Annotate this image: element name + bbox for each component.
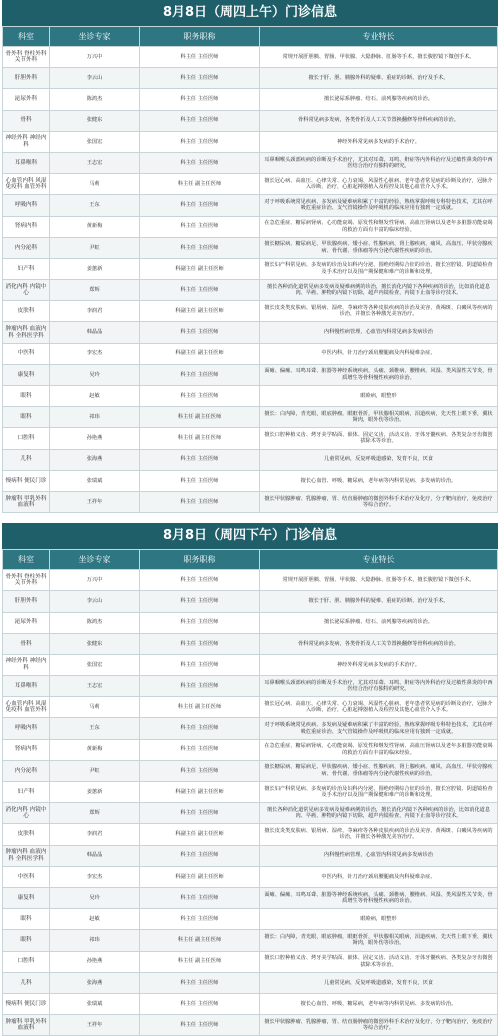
specialty-cell: 面瘫、偏瘫、耳鸣耳聋、脏器等神经系统疾病，头痛、颈椎病、腰椎病、风湿、类风湿性关节炎，骨质增生等骨科慢性疾病的诊治。 <box>260 364 498 385</box>
schedule-sheet <box>2 0 498 1036</box>
doctor-cell: 李云山 <box>50 591 140 612</box>
specialty-cell: 擅长糖尿病、糖尿病足、甲状腺疾病、矮小症、性腺疾病、肾上腺疾病、痛风、高血压、甲状旁腺疾病、骨代谢、垂体瘤等内分泌代谢性疾病的诊治。 <box>260 237 498 258</box>
doctor-cell: 马莉 <box>50 697 140 718</box>
header-spec: 专业特长 <box>260 550 498 570</box>
title-cell: 科主任 副主任医师 <box>140 930 260 951</box>
table-row <box>3 739 498 760</box>
dept-cell: 妇产科 <box>3 258 50 279</box>
title-cell: 科副主任 副主任医师 <box>140 343 260 364</box>
table-row <box>3 216 498 237</box>
specialty-cell: 擅长糖尿病、糖尿病足、甲状腺疾病、矮小症、性腺疾病、肾上腺疾病、痛风、高血压、甲状旁腺疾病、骨代谢、垂体瘤等内分泌代谢性疾病的诊治。 <box>260 760 498 781</box>
table-row <box>3 89 498 110</box>
doctor-cell: 姜蕙新 <box>50 782 140 803</box>
dept-cell: 口腔科 <box>3 951 50 972</box>
dept-cell: 耳鼻喉科 <box>3 152 50 173</box>
dept-cell: 眼科 <box>3 386 50 407</box>
header-doctor: 坐诊专家 <box>50 550 140 570</box>
table-row <box>3 993 498 1014</box>
dept-cell: 眼科 <box>3 407 50 428</box>
table-row <box>3 887 498 908</box>
table-row <box>3 697 498 718</box>
table-row <box>3 824 498 845</box>
table-row <box>3 301 498 322</box>
dept-cell: 骨外科 脊柱外科 关节外科 <box>3 570 50 591</box>
specialty-cell: 擅长冠心病、高血压、心律失常、心力衰竭、风湿性心脏病、老年患者常见病的诊断及治疗，冠脉介入诊断、治疗，心脏起搏器植入及程控及其他心血管介入手术。 <box>260 174 498 195</box>
table-row <box>3 47 498 68</box>
dept-cell: 呼吸内科 <box>3 195 50 216</box>
title-cell: 科主任 主任医师 <box>140 386 260 407</box>
table-row <box>3 152 498 173</box>
dept-cell: 康复科 <box>3 364 50 385</box>
specialty-cell: 擅长于肝、胆、胰腺外科的疑难、重症的诊断、治疗及手术。 <box>260 591 498 612</box>
specialty-cell: 擅长妇产科常见病、多发病的诊治及妇科内分泌、围绝经期综合征的诊治，擅长宫腔镜、阴道镜检查及手术治疗以及围产期保健和难产的诊断和处理。 <box>260 782 498 803</box>
afternoon-table-body <box>3 570 498 1036</box>
doctor-cell: 王志宏 <box>50 152 140 173</box>
dept-cell: 肾病内科 <box>3 739 50 760</box>
doctor-cell: 张国宏 <box>50 654 140 675</box>
doctor-cell: 李润君 <box>50 301 140 322</box>
table-row <box>3 909 498 930</box>
table-row <box>3 718 498 739</box>
dept-cell: 消化内科 内镜中心 <box>3 803 50 824</box>
specialty-cell: 擅长各种消化道常见病多发病及疑难病例的诊治，擅长消化内镜下各种疾病的诊治，比如消化道息肉、早癌、肿物的内镜下切除，超声内镜检查，内镜下止血等诊疗技术。 <box>260 280 498 301</box>
title-cell: 科主任 主任医师 <box>140 803 260 824</box>
doctor-cell: 李宏杰 <box>50 343 140 364</box>
table-row <box>3 110 498 131</box>
doctor-cell: 赵敏 <box>50 386 140 407</box>
title-cell: 科主任 主任医师 <box>140 612 260 633</box>
dept-cell: 神经外科 神经内科 <box>3 131 50 152</box>
morning-title: 8月8日（周四上午）门诊信息 <box>2 0 498 26</box>
title-cell: 科主任 主任医师 <box>140 718 260 739</box>
doctor-cell: 陈鸿杰 <box>50 612 140 633</box>
afternoon-title: 8月8日（周四下午）门诊信息 <box>2 523 498 549</box>
doctor-cell: 韩晶晶 <box>50 322 140 343</box>
table-row <box>3 258 498 279</box>
doctor-cell: 吴玲 <box>50 364 140 385</box>
dept-cell: 内分泌科 <box>3 760 50 781</box>
specialty-cell: 擅长泌尿系肿瘤、结石、前列腺等疾病的诊治。 <box>260 612 498 633</box>
doctor-cell: 黄新梅 <box>50 216 140 237</box>
dept-cell: 中医科 <box>3 343 50 364</box>
specialty-cell: 耳鼻咽喉头颈部疾病的诊断及手术治疗，尤其对耳聋、耳鸣、鼾症等内外科治疗及过敏性鼻炎的中西医结合治疗有独特的研究。 <box>260 676 498 697</box>
title-cell: 科主任 主任医师 <box>140 739 260 760</box>
table-row <box>3 322 498 343</box>
title-cell: 科主任 主任医师 <box>140 887 260 908</box>
doctor-cell: 姜蕙新 <box>50 258 140 279</box>
specialty-cell: 眼睑病，眼整形 <box>260 386 498 407</box>
dept-cell: 口腔科 <box>3 428 50 449</box>
table-row <box>3 1015 498 1036</box>
title-cell: 科主任 主任医师 <box>140 47 260 68</box>
table-row <box>3 131 498 152</box>
title-cell: 科主任 主任医师 <box>140 195 260 216</box>
table-row <box>3 633 498 654</box>
doctor-cell: 张瑞斌 <box>50 470 140 491</box>
table-row <box>3 364 498 385</box>
dept-cell: 眼科 <box>3 909 50 930</box>
title-cell: 科主任 主任医师 <box>140 633 260 654</box>
table-row <box>3 470 498 491</box>
specialty-cell: 内科慢性病管理，心血管内科常见病多发病诊治 <box>260 845 498 866</box>
specialty-cell: 骨科常见病多发病，各类骨折及人工关节置换翻修等骨科疾病的诊治。 <box>260 633 498 654</box>
table-row <box>3 195 498 216</box>
title-cell: 科主任 主任医师 <box>140 1015 260 1036</box>
doctor-cell: 陈鸿杰 <box>50 89 140 110</box>
dept-cell: 儿科 <box>3 449 50 470</box>
table-row <box>3 930 498 951</box>
dept-cell: 妇产科 <box>3 782 50 803</box>
doctor-cell: 祁玮 <box>50 407 140 428</box>
specialty-cell: 对于呼吸系统常见疾病、多发病及疑难病积累了丰富的经验，熟练掌握呼吸专科特色技术，尤其在呼吸危重症诊治、支气管镜操作及呼吸机的临床应用有独到一定成就。 <box>260 195 498 216</box>
dept-cell: 肿瘤内科 血液内科 全科医学科 <box>3 845 50 866</box>
doctor-cell: 尹虹 <box>50 237 140 258</box>
table-row <box>3 612 498 633</box>
dept-cell: 耳鼻喉科 <box>3 676 50 697</box>
header-dept: 科室 <box>3 27 50 47</box>
title-cell: 科主任 主任医师 <box>140 89 260 110</box>
afternoon-table <box>2 549 498 1036</box>
doctor-cell: 李润君 <box>50 824 140 845</box>
specialty-cell: 擅长心血管、呼吸、糖尿病，老年病等内科常见病、多发病的诊治。 <box>260 470 498 491</box>
doctor-cell: 王祥年 <box>50 1015 140 1036</box>
doctor-cell: 万兴中 <box>50 570 140 591</box>
title-cell: 科主任 主任医师 <box>140 449 260 470</box>
morning-header-row <box>3 27 498 47</box>
title-cell: 科主任 主任医师 <box>140 470 260 491</box>
specialty-cell: 中医内科，针刀治疗颈肩腰腿痛及内科疑难杂症。 <box>260 343 498 364</box>
morning-table <box>2 26 498 513</box>
title-cell: 科主任 主任医师 <box>140 110 260 131</box>
doctor-cell: 张健东 <box>50 110 140 131</box>
dept-cell: 慢病科 便民门诊 <box>3 993 50 1014</box>
title-cell: 科主任 主任医师 <box>140 993 260 1014</box>
table-row <box>3 68 498 89</box>
table-row <box>3 760 498 781</box>
table-row <box>3 951 498 972</box>
dept-cell: 儿科 <box>3 972 50 993</box>
specialty-cell: 擅长妇产科常见病、多发病的诊治及妇科内分泌、围绝经期综合征的诊治，擅长宫腔镜、阴道镜检查及手术治疗以及围产期保健和难产的诊断和处理。 <box>260 258 498 279</box>
doctor-cell: 赵敏 <box>50 909 140 930</box>
table-row <box>3 803 498 824</box>
title-cell: 科副主任 副主任医师 <box>140 782 260 803</box>
specialty-cell: 神经外科常见病多发病的手术治疗。 <box>260 654 498 675</box>
title-cell: 科主任 副主任医师 <box>140 174 260 195</box>
dept-cell: 神经外科 神经内科 <box>3 654 50 675</box>
table-row <box>3 428 498 449</box>
dept-cell: 心血管内科 风湿免疫科 血管外科 <box>3 697 50 718</box>
doctor-cell: 张海燕 <box>50 449 140 470</box>
table-row <box>3 343 498 364</box>
dept-cell: 骨外科 脊柱外科 关节外科 <box>3 47 50 68</box>
doctor-cell: 孙艳燕 <box>50 428 140 449</box>
specialty-cell: 擅长皮炎类皮肤病、银屑病、湿疹、荨麻疹等各种皮肤疾病的诊治及美容、黄褐斑、白癜风等疾病的诊治，并擅长各种激光美容治疗。 <box>260 301 498 322</box>
title-cell: 科主任 主任医师 <box>140 760 260 781</box>
specialty-cell: 擅长皮炎类皮肤病、银屑病、湿疹、荨麻疹等各种皮肤疾病的诊治及美容、黄褐斑、白癜风等疾病的诊治，并擅长各种激光美容治疗。 <box>260 824 498 845</box>
title-cell: 科主任 主任医师 <box>140 591 260 612</box>
table-row <box>3 782 498 803</box>
header-spec: 专业特长 <box>260 27 498 47</box>
dept-cell: 呼吸内科 <box>3 718 50 739</box>
doctor-cell: 王东 <box>50 195 140 216</box>
table-row <box>3 972 498 993</box>
table-row <box>3 591 498 612</box>
table-row <box>3 386 498 407</box>
morning-table-body <box>3 47 498 513</box>
specialty-cell: 擅长泌尿系肿瘤、结石、前列腺等疾病的诊治。 <box>260 89 498 110</box>
doctor-cell: 张健东 <box>50 633 140 654</box>
specialty-cell: 擅长：白内障，青光眼，眼底肿瘤，眼眶骨折，甲状腺相关眼病，泪道疾病，先天性上眼下垂，翼状胬肉，眼外伤等诊治。 <box>260 407 498 428</box>
title-cell: 科主任 主任医师 <box>140 364 260 385</box>
dept-cell: 内分泌科 <box>3 237 50 258</box>
doctor-cell: 郑辉 <box>50 803 140 824</box>
title-cell: 科主任 主任医师 <box>140 280 260 301</box>
doctor-cell: 祁玮 <box>50 930 140 951</box>
specialty-cell: 中医内科，针刀治疗颈肩腰腿痛及内科疑难杂症。 <box>260 866 498 887</box>
header-title: 职务职称 <box>140 27 260 47</box>
title-cell: 科主任 主任医师 <box>140 68 260 89</box>
dept-cell: 心血管内科 风湿免疫科 血管外科 <box>3 174 50 195</box>
doctor-cell: 李云山 <box>50 68 140 89</box>
title-cell: 科主任 主任医师 <box>140 654 260 675</box>
title-cell: 科副主任 副主任医师 <box>140 258 260 279</box>
header-title: 职务职称 <box>140 550 260 570</box>
doctor-cell: 王东 <box>50 718 140 739</box>
doctor-cell: 万兴中 <box>50 47 140 68</box>
table-row <box>3 654 498 675</box>
title-cell: 科副主任 副主任医师 <box>140 824 260 845</box>
doctor-cell: 吴玲 <box>50 887 140 908</box>
specialty-cell: 神经外科常见病多发病的手术治疗。 <box>260 131 498 152</box>
afternoon-header-row <box>3 550 498 570</box>
table-row <box>3 866 498 887</box>
table-row <box>3 407 498 428</box>
specialty-cell: 骨科常见病多发病，各类骨折及人工关节置换翻修等骨科疾病的诊治。 <box>260 110 498 131</box>
dept-cell: 皮肤科 <box>3 301 50 322</box>
header-dept: 科室 <box>3 550 50 570</box>
title-cell: 科主任 主任医师 <box>140 322 260 343</box>
dept-cell: 肝胆外科 <box>3 591 50 612</box>
dept-cell: 泌尿外科 <box>3 89 50 110</box>
specialty-cell: 擅长口腔种植义齿、烤牙美学贴面、嵌体、固定义齿、活动义齿、牙体牙髓疾病、各类复杂牙齿微创拔除术等诊治。 <box>260 428 498 449</box>
specialty-cell: 儿童常见病，反复呼吸道感染，发育不良，厌食 <box>260 972 498 993</box>
specialty-cell: 常规开展肝胆胰、胃肠、甲状腺、大隐静脉、肛肠等手术，擅长腹腔镜下微创手术。 <box>260 47 498 68</box>
dept-cell: 中医科 <box>3 866 50 887</box>
doctor-cell: 黄新梅 <box>50 739 140 760</box>
specialty-cell: 内科慢性病管理，心血管内科常见病多发病诊治 <box>260 322 498 343</box>
table-row <box>3 237 498 258</box>
dept-cell: 康复科 <box>3 887 50 908</box>
section-gap <box>2 513 498 523</box>
title-cell: 科主任 主任医师 <box>140 216 260 237</box>
title-cell: 科主任 副主任医师 <box>140 428 260 449</box>
table-row <box>3 280 498 301</box>
title-cell: 科主任 主任医师 <box>140 909 260 930</box>
doctor-cell: 张国宏 <box>50 131 140 152</box>
doctor-cell: 张海燕 <box>50 972 140 993</box>
specialty-cell: 擅长甲状腺肿瘤、乳腺肿瘤，胃、结直肠肿瘤的微创外科手术治疗及化疗，分子靶向治疗，免疫治疗等综合治疗。 <box>260 491 498 512</box>
dept-cell: 皮肤科 <box>3 824 50 845</box>
doctor-cell: 李宏杰 <box>50 866 140 887</box>
title-cell: 科副主任 副主任医师 <box>140 866 260 887</box>
table-row <box>3 174 498 195</box>
dept-cell: 肿瘤科 甲乳外科 血液科 <box>3 1015 50 1036</box>
dept-cell: 肝胆外科 <box>3 68 50 89</box>
title-cell: 科主任 主任医师 <box>140 131 260 152</box>
title-cell: 科主任 副主任医师 <box>140 697 260 718</box>
title-cell: 科主任 副主任医师 <box>140 407 260 428</box>
dept-cell: 骨科 <box>3 110 50 131</box>
title-cell: 科主任 主任医师 <box>140 972 260 993</box>
specialty-cell: 擅长：白内障，青光眼，眼底肿瘤，眼眶骨折，甲状腺相关眼病，泪道疾病，先天性上眼下垂，翼状胬肉，眼外伤等诊治。 <box>260 930 498 951</box>
doctor-cell: 张瑞斌 <box>50 993 140 1014</box>
dept-cell: 慢病科 便民门诊 <box>3 470 50 491</box>
specialty-cell: 擅长甲状腺肿瘤、乳腺肿瘤，胃、结直肠肿瘤的微创外科手术治疗及化疗，分子靶向治疗，免疫治疗等综合治疗。 <box>260 1015 498 1036</box>
dept-cell: 肾病内科 <box>3 216 50 237</box>
specialty-cell: 在急危重症、糖尿病肾病、心功能衰竭、原发性和继发性肾病、高血压肾病以及老年多脏器功能衰竭的救治方面有丰富的临床经验。 <box>260 739 498 760</box>
dept-cell: 泌尿外科 <box>3 612 50 633</box>
table-row <box>3 845 498 866</box>
specialty-cell: 擅长各种消化道常见病多发病及疑难病例的诊治，擅长消化内镜下各种疾病的诊治，比如消化道息肉、早癌、肿物的内镜下切除，超声内镜检查，内镜下止血等诊疗技术。 <box>260 803 498 824</box>
specialty-cell: 面瘫、偏瘫、耳鸣耳聋、脏器等神经系统疾病，头痛、颈椎病、腰椎病、风湿、类风湿性关节炎，骨质增生等骨科慢性疾病的诊治。 <box>260 887 498 908</box>
title-cell: 科主任 主任医师 <box>140 152 260 173</box>
specialty-cell: 在急危重症、糖尿病肾病、心功能衰竭、原发性和继发性肾病、高血压肾病以及老年多脏器功能衰竭的救治方面有丰富的临床经验。 <box>260 216 498 237</box>
specialty-cell: 眼睑病，眼整形 <box>260 909 498 930</box>
doctor-cell: 郑辉 <box>50 280 140 301</box>
dept-cell: 骨科 <box>3 633 50 654</box>
specialty-cell: 对于呼吸系统常见疾病、多发病及疑难病积累了丰富的经验，熟练掌握呼吸专科特色技术，尤其在呼吸危重症诊治、支气管镜操作及呼吸机的临床应用有独到一定成就。 <box>260 718 498 739</box>
specialty-cell: 擅长口腔种植义齿、烤牙美学贴面、嵌体、固定义齿、活动义齿、牙体牙髓疾病、各类复杂牙齿微创拔除术等诊治。 <box>260 951 498 972</box>
doctor-cell: 韩晶晶 <box>50 845 140 866</box>
title-cell: 科主任 主任医师 <box>140 570 260 591</box>
specialty-cell: 擅长于肝、胆、胰腺外科的疑难、重症的诊断、治疗及手术。 <box>260 68 498 89</box>
dept-cell: 消化内科 内镜中心 <box>3 280 50 301</box>
title-cell: 科副主任 副主任医师 <box>140 301 260 322</box>
doctor-cell: 尹虹 <box>50 760 140 781</box>
doctor-cell: 马莉 <box>50 174 140 195</box>
title-cell: 科主任 副主任医师 <box>140 951 260 972</box>
specialty-cell: 擅长心血管、呼吸、糖尿病，老年病等内科常见病、多发病的诊治。 <box>260 993 498 1014</box>
table-row <box>3 491 498 512</box>
dept-cell: 肿瘤内科 血液内科 全科医学科 <box>3 322 50 343</box>
specialty-cell: 耳鼻咽喉头颈部疾病的诊断及手术治疗，尤其对耳聋、耳鸣、鼾症等内外科治疗及过敏性鼻炎的中西医结合治疗有独特的研究。 <box>260 152 498 173</box>
header-doctor: 坐诊专家 <box>50 27 140 47</box>
specialty-cell: 擅长冠心病、高血压、心律失常、心力衰竭、风湿性心脏病、老年患者常见病的诊断及治疗，冠脉介入诊断、治疗，心脏起搏器植入及程控及其他心血管介入手术。 <box>260 697 498 718</box>
doctor-cell: 孙艳燕 <box>50 951 140 972</box>
title-cell: 科主任 主任医师 <box>140 676 260 697</box>
table-row <box>3 676 498 697</box>
dept-cell: 眼科 <box>3 930 50 951</box>
specialty-cell: 儿童常见病，反复呼吸道感染，发育不良，厌食 <box>260 449 498 470</box>
doctor-cell: 王祥年 <box>50 491 140 512</box>
title-cell: 科主任 主任医师 <box>140 237 260 258</box>
title-cell: 科主任 主任医师 <box>140 491 260 512</box>
doctor-cell: 王志宏 <box>50 676 140 697</box>
specialty-cell: 常规开展肝胆胰、胃肠、甲状腺、大隐静脉、肛肠等手术，擅长腹腔镜下微创手术。 <box>260 570 498 591</box>
title-cell: 科主任 主任医师 <box>140 845 260 866</box>
table-row <box>3 570 498 591</box>
dept-cell: 肿瘤科 甲乳外科 血液科 <box>3 491 50 512</box>
table-row <box>3 449 498 470</box>
